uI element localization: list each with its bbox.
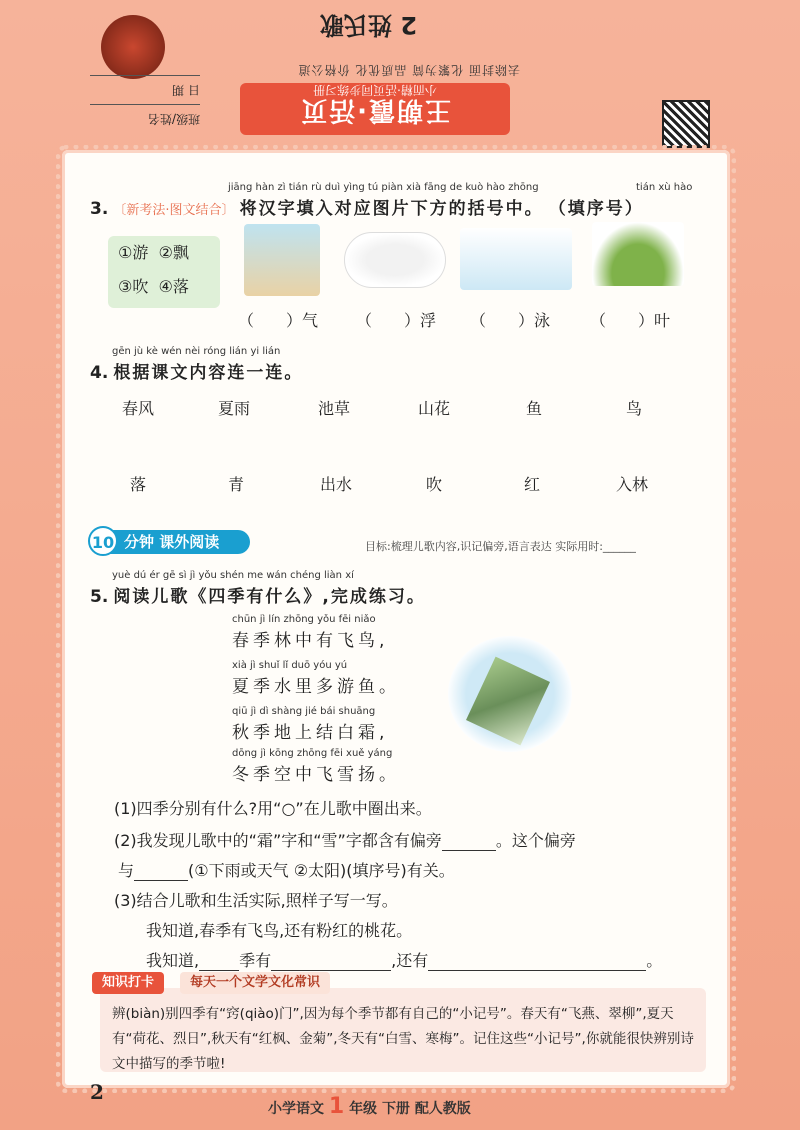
- q5-number: 5.: [90, 587, 109, 607]
- season-thing-blank[interactable]: [271, 954, 391, 971]
- brand-name: 王朝霞·活页: [299, 95, 451, 125]
- q4-number: 4.: [90, 363, 109, 383]
- class-name-field[interactable]: 班级/姓名: [90, 104, 200, 133]
- poem-pinyin-2: xià jì shuǐ lǐ duō yóu yú: [232, 660, 348, 671]
- knowledge-box: [100, 988, 706, 1072]
- footer-subject: 小学语文: [268, 1101, 324, 1117]
- q5-sub2-line2: [118, 858, 455, 881]
- q3-stem2: （填序号）: [548, 199, 644, 219]
- footer-term: 下册: [381, 1101, 410, 1117]
- match-top-5[interactable]: 鱼: [526, 399, 543, 418]
- picture-swimmer: [460, 228, 572, 290]
- q5-sub2-text: (2)我发现儿歌中的“霜”字和“雪”字都含有偏旁: [114, 831, 442, 850]
- q3-tag: 〔新考法·图文结合〕: [113, 203, 235, 218]
- season-blank[interactable]: [199, 954, 239, 971]
- q5-sub1: (1)四季分别有什么?用“○”在儿歌中圈出来。: [114, 799, 432, 818]
- blank-swim[interactable]: （ ）泳: [470, 311, 551, 330]
- match-bottom-3[interactable]: 出水: [320, 475, 353, 494]
- picture-four-seasons: [448, 636, 572, 752]
- student-fields: [90, 75, 200, 133]
- poem-pinyin-3: qiū jì dì shàng jié bái shuāng: [232, 706, 376, 717]
- q5-stem: 阅读儿歌《四季有什么》,完成练习。: [113, 587, 426, 607]
- match-top-6[interactable]: 鸟: [626, 399, 643, 418]
- footer-edition: [268, 1094, 471, 1118]
- brand-banner: [240, 83, 510, 135]
- brand-logo: [101, 15, 165, 79]
- section-minutes: 10: [88, 526, 118, 556]
- option-4: ④落: [158, 277, 189, 296]
- section-label: 分钟 课外阅读: [90, 530, 250, 554]
- knowledge-text: 辨(biàn)别四季有“窍(qiào)门”,因为每个季节都有自己的“小记号”。春天有“飞燕、翠柳”,夏天有“荷花、烈日”,秋天有“红枫、金菊”,冬天有“白雪、寒梅”。记住这些“小记号”,你就能很快辨别诗文中描写的季节啦!: [112, 1006, 694, 1072]
- match-top-2[interactable]: 夏雨: [218, 399, 251, 418]
- q5-pinyin: yuè dú ér gē sì jì yǒu shén me wán chéng liàn xí: [112, 570, 354, 581]
- footer-grade-num: 1: [328, 1094, 345, 1119]
- picture-cloud: [344, 232, 446, 288]
- section-goal: 目标:梳理儿歌内容,识记偏旁,语言表达 实际用时:______: [365, 540, 636, 553]
- blank-float[interactable]: （ ）浮: [356, 311, 437, 330]
- page-header: [70, 0, 720, 145]
- knowledge-tag: 知识打卡: [92, 972, 164, 994]
- match-bottom-6[interactable]: 入林: [616, 475, 649, 494]
- match-top-4[interactable]: 山花: [418, 399, 451, 418]
- footer-edition-name: 配人教版: [414, 1101, 471, 1117]
- match-bottom-1[interactable]: 落: [130, 475, 147, 494]
- poem-line-2: 夏季水里多游鱼。: [232, 677, 400, 697]
- q4-stem: 根据课文内容连一连。: [113, 363, 304, 383]
- fill-text-a: 我知道,: [146, 951, 200, 970]
- match-bottom-2[interactable]: 青: [228, 475, 245, 494]
- q5-sub2-text3: 与: [118, 861, 135, 880]
- radical-blank[interactable]: [442, 834, 496, 851]
- q5-sub2-text2: 。这个偏旁: [495, 831, 576, 850]
- brand-subtitle: 小而精·活页同步练习册: [313, 83, 437, 97]
- match-bottom-5[interactable]: 红: [524, 475, 541, 494]
- q5-sub3: (3)结合儿歌和生活实际,照样子写一写。: [114, 891, 398, 910]
- q3-options: [108, 236, 220, 308]
- page-number: 2: [90, 1080, 104, 1104]
- lesson-title: 2 姓氏歌: [320, 11, 418, 39]
- q5-sub2-line1: [114, 828, 576, 851]
- q5-example: 我知道,春季有飞鸟,还有粉红的桃花。: [146, 921, 413, 940]
- date-field[interactable]: 日 期: [90, 75, 200, 104]
- q3-stem-line: [90, 194, 644, 219]
- match-bottom-4[interactable]: 吹: [426, 475, 443, 494]
- picture-room-child: [244, 224, 320, 296]
- match-top-1[interactable]: 春风: [122, 399, 155, 418]
- fill-text-b: 季有: [239, 951, 272, 970]
- q3-stem: 将汉字填入对应图片下方的括号中。: [239, 199, 544, 219]
- blank-air[interactable]: （ ）气: [238, 311, 319, 330]
- option-3: ③吹: [118, 277, 149, 296]
- poem-pinyin-1: chūn jì lín zhōng yǒu fēi niǎo: [232, 614, 376, 625]
- fill-text-c: ,还有: [391, 951, 429, 970]
- qr-code-icon: [662, 100, 710, 148]
- blank-leaf[interactable]: （ ）叶: [590, 311, 671, 330]
- choice-blank[interactable]: [134, 864, 188, 881]
- option-2: ②飘: [158, 243, 189, 262]
- q3-pinyin: jiāng hàn zì tián rù duì yìng tú piàn xià fāng de kuò hào zhōng: [228, 182, 539, 193]
- footer-grade: 年级: [349, 1101, 378, 1117]
- q3-pinyin2: tián xù hào: [636, 182, 693, 193]
- option-1: ①游: [118, 243, 149, 262]
- poem-line-1: 春季林中有飞鸟,: [232, 631, 389, 651]
- extra-thing-blank[interactable]: [428, 954, 646, 971]
- poem-line-4: 冬季空中飞雪扬。: [232, 765, 400, 785]
- knowledge-subtitle: 每天一个文学文化常识: [180, 972, 330, 994]
- picture-falling-leaves: [592, 222, 684, 286]
- q5-fill-line: [146, 948, 662, 971]
- match-top-3[interactable]: 池草: [318, 399, 351, 418]
- q3-number: 3.: [90, 199, 109, 219]
- poem-line-3: 秋季地上结白霜,: [232, 723, 389, 743]
- q5-stem-line: [90, 582, 426, 607]
- fill-text-d: 。: [646, 951, 663, 970]
- q4-pinyin: gēn jù kè wén nèi róng lián yi lián: [112, 346, 281, 357]
- slogan: 去除封面 化繁为简 品质优化 价格公道: [297, 63, 520, 77]
- q5-sub2-text4: (①下雨或天气 ②太阳)(填序号)有关。: [188, 861, 455, 880]
- q4-stem-line: [90, 358, 303, 383]
- poem-pinyin-4: dōng jì kōng zhōng fēi xuě yáng: [232, 748, 393, 759]
